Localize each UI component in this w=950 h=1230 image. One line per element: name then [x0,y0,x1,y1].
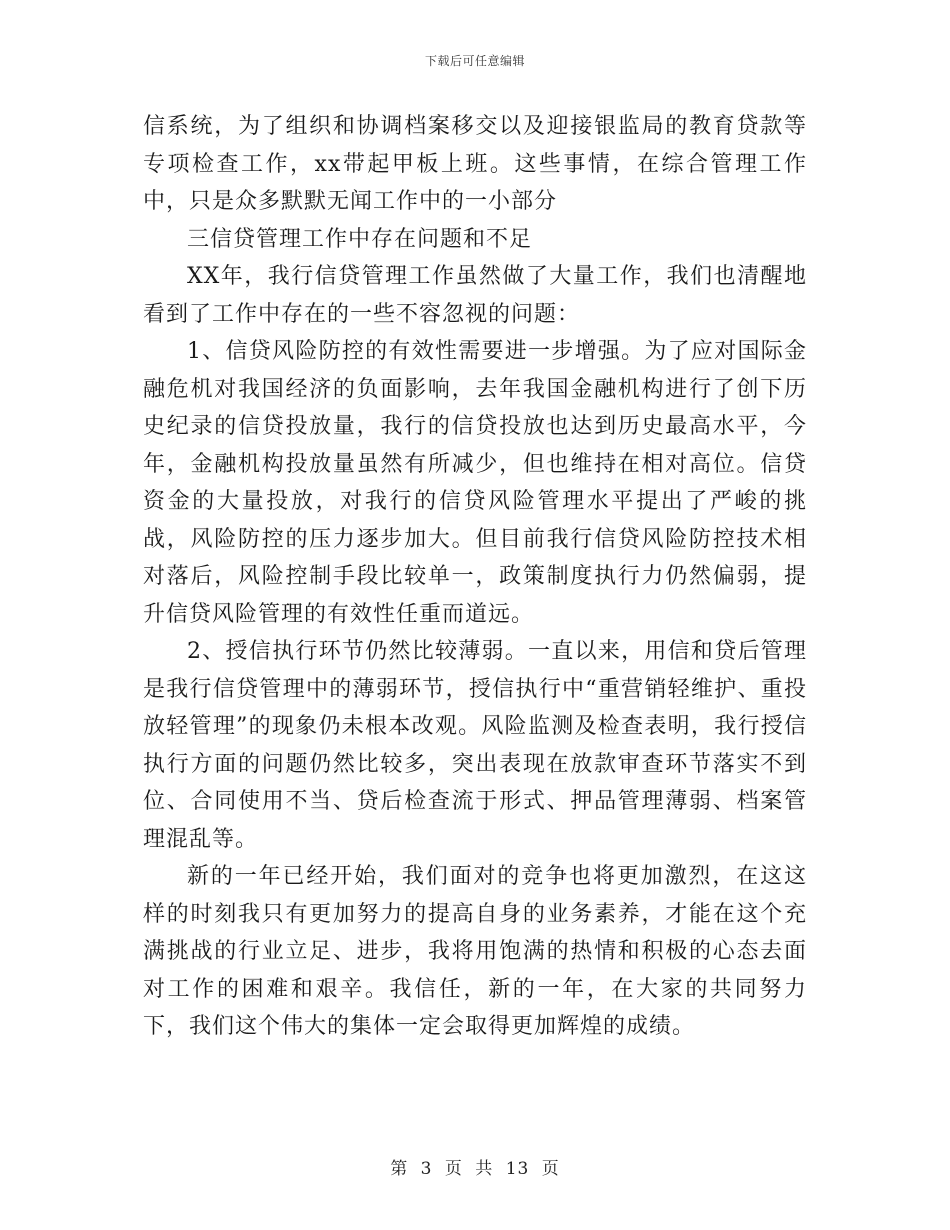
paragraph-3: 1、信贷风险防控的有效性需要进一步增强。为了应对国际金融危机对我国经济的负面影响，去年我国金融机构进行了创下历史纪录的信贷投放量，我行的信贷投放也达到历史最高水平，今年，金融机构投放量虽然有所减少，但也维持在相对高位。信贷资金的大量投放，对我行的信贷风险管理水平提出了严峻的挑战，风险防控的压力逐步加大。但目前我行信贷风险防控技术相对落后，风险控制手段比较单一，政策制度执行力仍然偏弱，提升信贷风险管理的有效性任重而道远。 [143,339,807,627]
paragraph-4: 2、授信执行环节仍然比较薄弱。一直以来，用信和贷后管理是我行信贷管理中的薄弱环节，授信执行中“重营销轻维护、重投放轻管理”的现象仍未根本改观。风险监测及检查表明，我行授信执行方面的问题仍然比较多，突出表现在放款审查环节落实不到位、合同使用不当、贷后检查流于形式、押品管理薄弱、档案管理混乱等。 [143,639,807,852]
document-body [143,108,807,1046]
paragraph-1: 信系统，为了组织和协调档案移交以及迎接银监局的教育贷款等专项检查工作，xx带起甲板上班。这些事情，在综合管理工作中，只是众多默默无闻工作中的一小部分 [143,114,807,214]
page-number: 第 3 页 共 13 页 [390,1159,560,1179]
paragraph-2: XX年，我行信贷管理工作虽然做了大量工作，我们也清醒地看到了工作中存在的一些不容忽视的问题： [143,264,807,327]
page-header: 下载后可任意编辑 [424,54,525,68]
paragraph-5: 新的一年已经开始，我们面对的竞争也将更加激烈，在这这样的时刻我只有更加努力的提高自身的业务素养，才能在这个充满挑战的行业立足、进步，我将用饱满的热情和积极的心态去面对工作的困难和艰辛。我信任，新的一年，在大家的共同努力下，我们这个伟大的集体一定会取得更加辉煌的成绩。 [143,864,807,1039]
section-heading: 三信贷管理工作中存在问题和不足 [187,226,533,252]
